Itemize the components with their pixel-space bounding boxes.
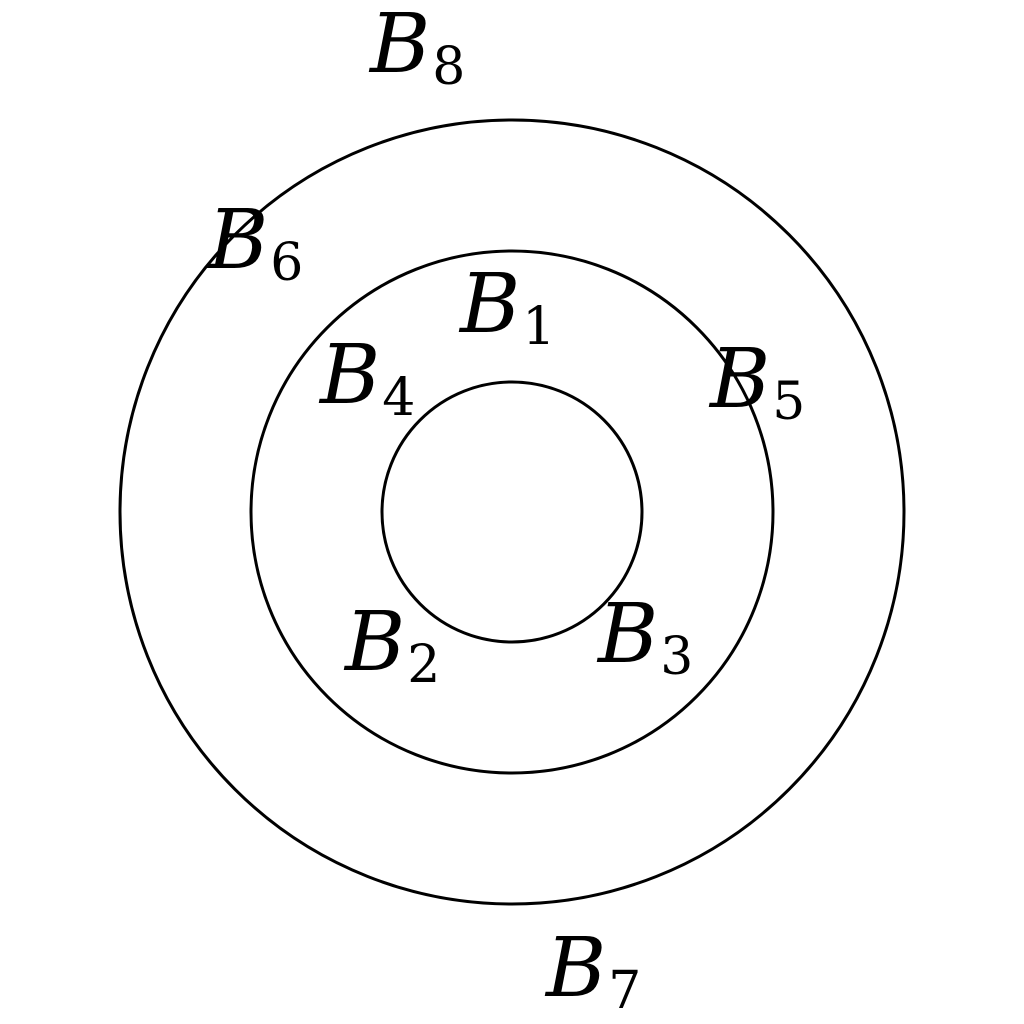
label-b3: B3 [598,587,694,687]
label-b6: B6 [208,193,304,293]
label-b8: B8 [370,0,466,97]
label-b1: B1 [460,257,556,357]
label-b7: B7 [546,921,642,1021]
label-b5: B5 [710,332,806,432]
label-b2: B2 [345,595,441,695]
label-b4: B4 [320,328,416,428]
